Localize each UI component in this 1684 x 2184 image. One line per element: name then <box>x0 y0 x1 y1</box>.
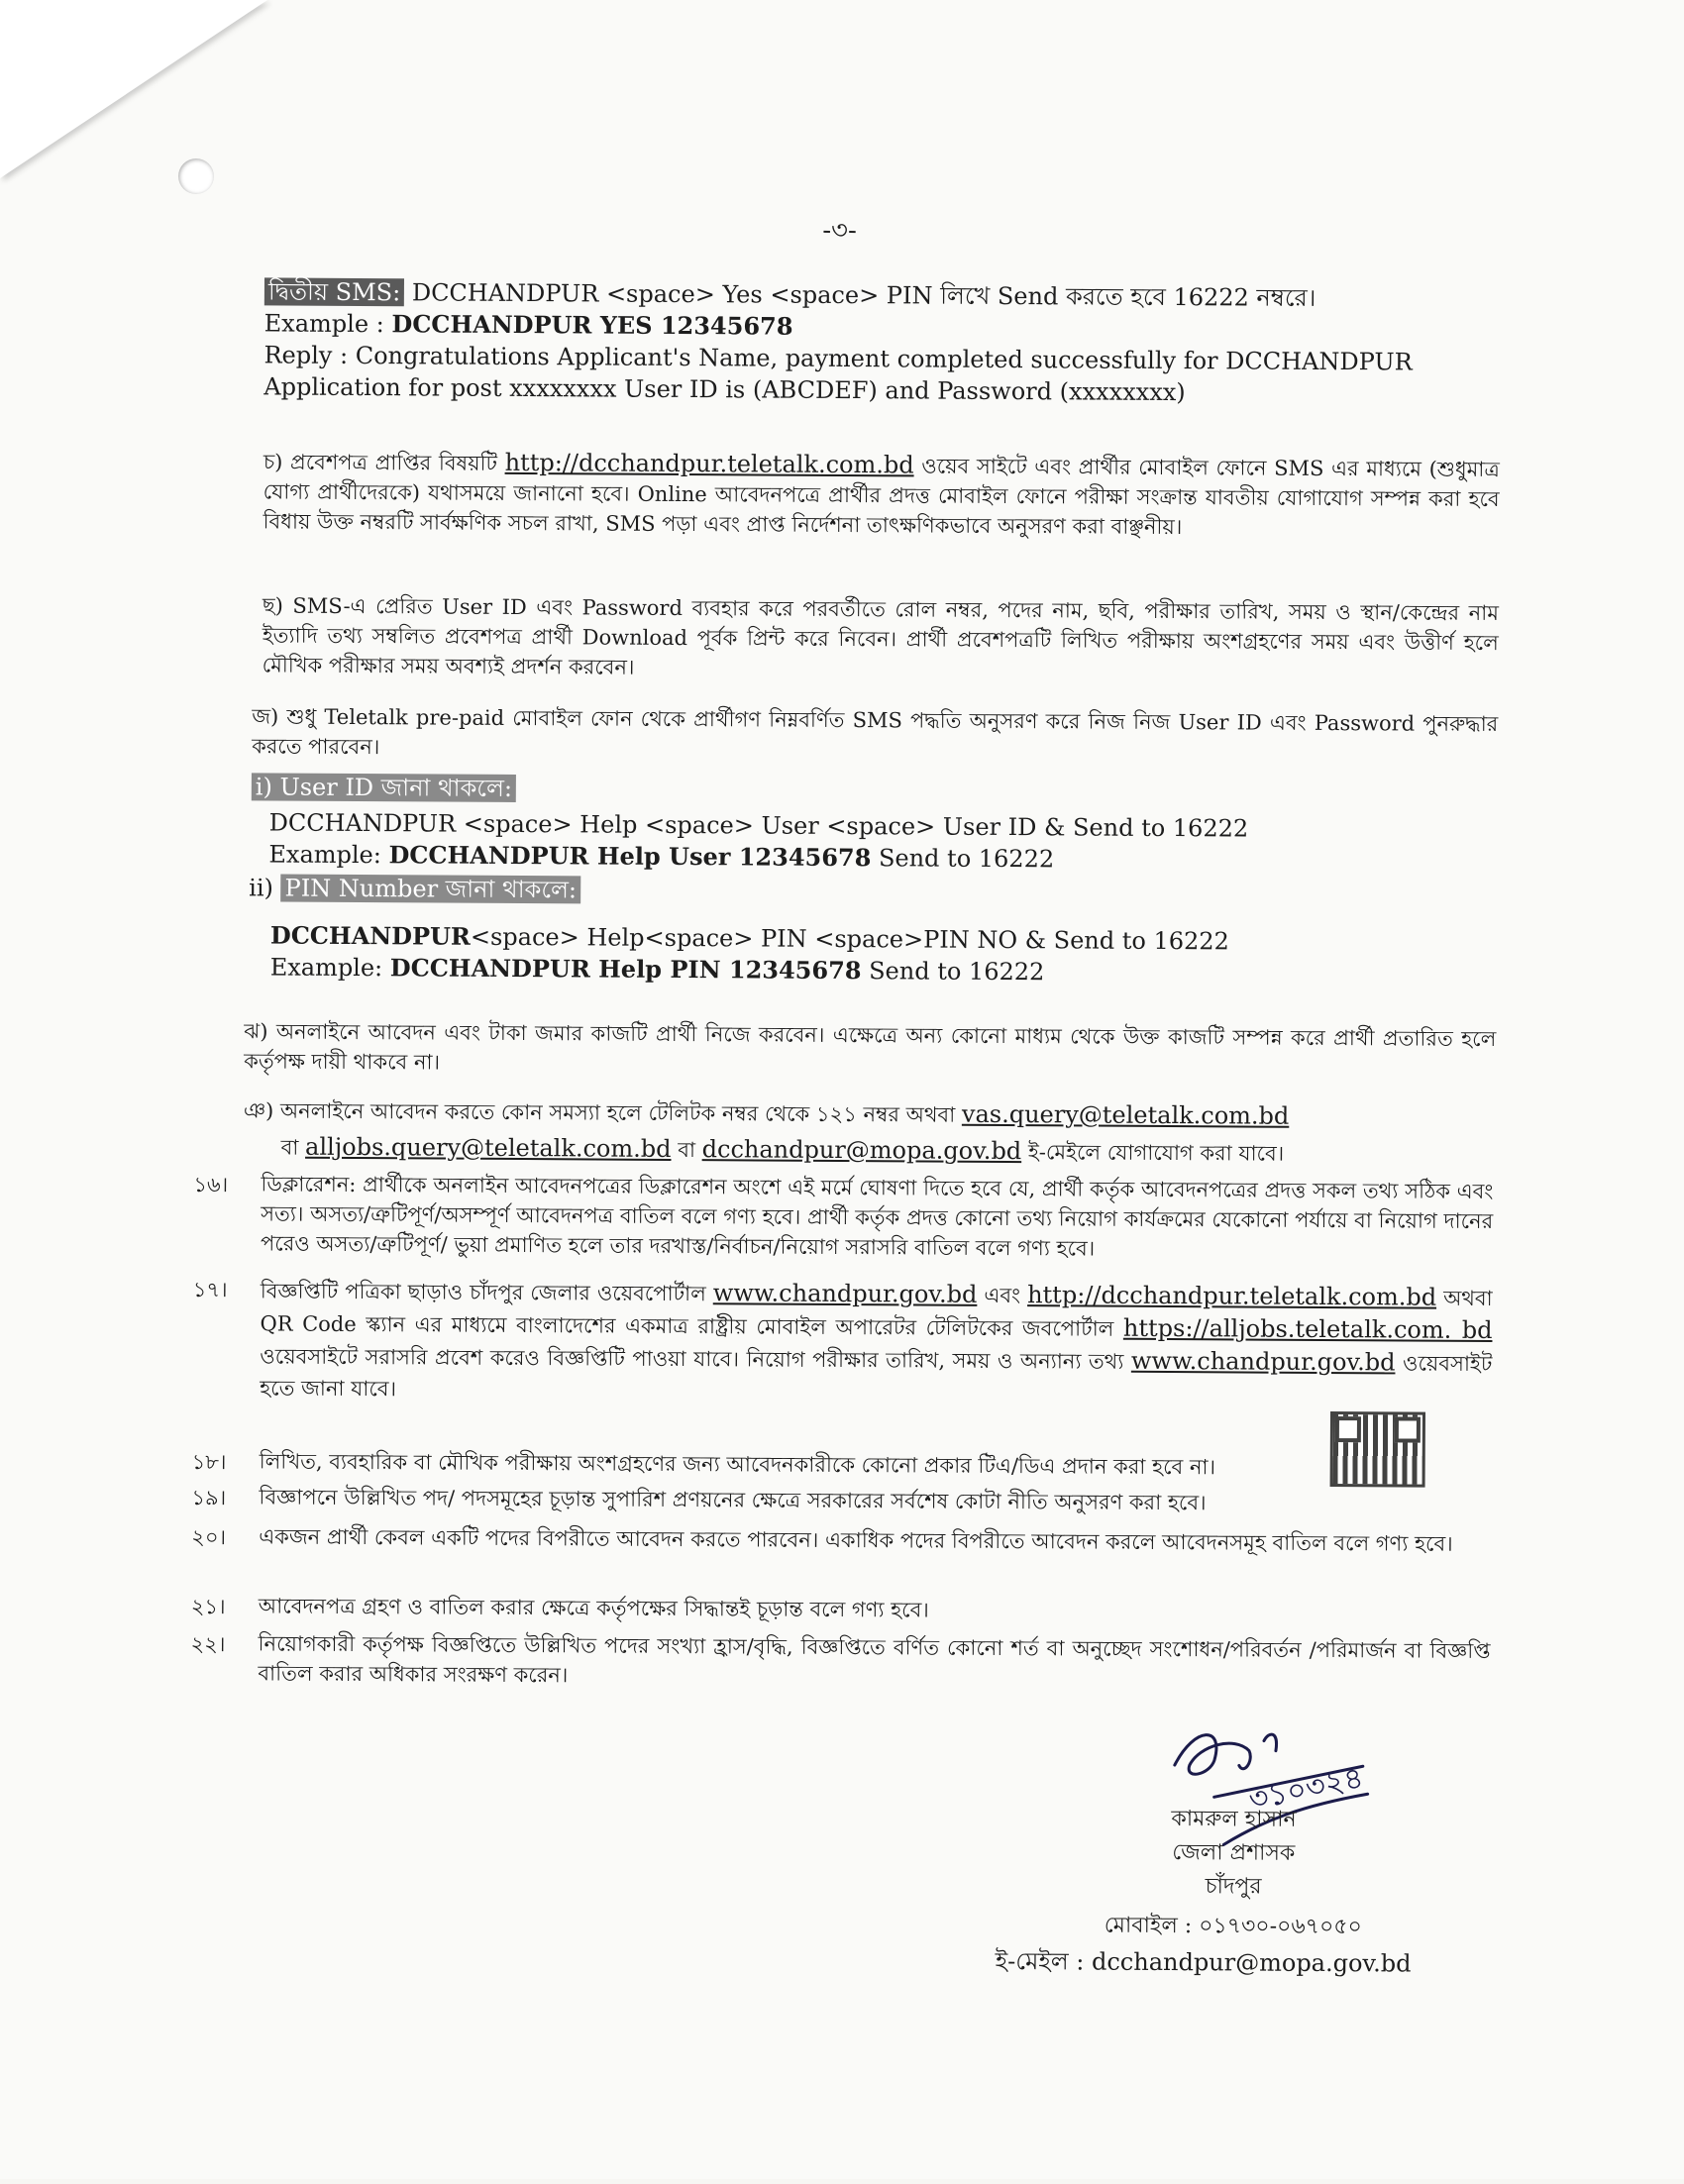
link-alljobs-teletalk[interactable]: https://alljobs.teletalk.com. bd <box>1122 1313 1493 1345</box>
pin-prefix: ii) <box>249 874 274 902</box>
user-id-example <box>268 838 1054 875</box>
user-id-command: DCCHANDPUR <space> Help <space> User <space> User ID & Send to 16222 <box>268 808 1249 843</box>
signatory-block <box>1065 1802 1403 1905</box>
item-19-text: বিজ্ঞাপনে উল্লিখিত পদ/ পদসমূহের চূড়ান্ত সুপারিশ প্রণয়নের ক্ষেত্রে সরকারের সর্বশেষ কোটা নীতি অনুসরণ করা হবে। <box>259 1485 1207 1515</box>
item-jha <box>244 1016 1496 1084</box>
item-17-mid2: ওয়েবসাইটে সরাসরি প্রবেশ করেও বিজ্ঞপ্তিটি পাওয়া যাবে। নিয়োগ পরীক্ষার তারিখ, সময় ও অন্যান্য তথ্য <box>260 1344 1124 1374</box>
second-sms-reply-2: Application for post xxxxxxxx User ID is (ABCDEF) and Password (xxxxxxxx) <box>263 372 1186 407</box>
item-21-number: ২১। <box>190 1594 226 1619</box>
example-label: Example : <box>263 309 384 339</box>
item-21-text: আবেদনপত্র গ্রহণ ও বাতিল করার ক্ষেত্রে কর্তৃপক্ষের সিদ্ধান্তই চূড়ান্ত বলে গণ্য হবে। <box>258 1594 929 1622</box>
item-16-number: ১৬। <box>193 1173 229 1197</box>
item-17-post: ওয়েবসাইট হতে জানা যাবে। <box>260 1351 1493 1402</box>
item-17-mid: অথবা QR Code স্ক্যান এর মাধ্যমে বাংলাদেশের একমাত্র রাষ্ট্রীয় মোবাইল অপারেটর টেলিটকের জবপোর্টাল <box>260 1286 1493 1341</box>
jha-text: অনলাইনে আবেদন এবং টাকা জমার কাজটি প্রার্থী নিজে করবেন। এক্ষেত্রে অন্য কোনো মাধ্যম থেকে উক্ত কাজটি সম্পন্ন করে প্রার্থী প্রতারিত হলে কর্তৃপক্ষ দায়ী থাকবে না। <box>244 1019 1497 1075</box>
pin-example-value: DCCHANDPUR Help PIN 12345678 <box>389 953 862 986</box>
signatory-mobile: মোবাইল : ০১৭৩০-০৬৭০৫০ <box>1104 1913 1362 1940</box>
marker-jha: ঝ) <box>244 1019 268 1044</box>
signatory-title: জেলা প্রশাসক <box>1172 1840 1296 1866</box>
item-16-text: ডিক্লারেশন: প্রার্থীকে অনলাইন আবেদনপত্রের ডিক্লারেশন অংশে এই মর্মে ঘোষণা দিতে হবে যে, প্রার্থী কর্তৃক আবেদনপত্রের প্রদত্ত সকল তথ্য সঠিক এবং সত্য। অসত্য/ত্রুটিপূর্ণ/অসম্পূর্ণ আবেদনপত্র বাতিল বলে গণ্য হবে। প্রার্থী কর্তৃক প্রদত্ত কোনো তথ্য নিয়োগ কার্যক্রমের যেকোনো পর্যায়ে বা নিয়োগ দানের পরেও অসত্য/ত্রুটিপূর্ণ/ ভুয়া প্রমাণিত হলে তার দরখাস্ত/নির্বাচন/নিয়োগ সরাসরি বাতিল বলে গণ্য হবে। <box>260 1172 1494 1261</box>
example-value: DCCHANDPUR YES 12345678 <box>391 309 793 341</box>
user-id-example-tail: Send to 16222 <box>878 844 1055 874</box>
signatory-name: কামরুল হাসান <box>1171 1807 1297 1832</box>
item-ja <box>252 701 1498 769</box>
pin-command-bold: DCCHANDPUR <box>269 920 472 951</box>
cha-pre: প্রবেশপত্র প্রাপ্তির বিষয়টি <box>289 450 498 475</box>
second-sms-example <box>264 307 793 342</box>
pin-example-tail: Send to 16222 <box>869 957 1045 987</box>
item-17-pre: বিজ্ঞপ্তিটি পত্রিকা ছাড়াও চাঁদপুর জেলার ওয়েবপোর্টাল <box>260 1279 706 1306</box>
email-dcchandpur[interactable]: dcchandpur@mopa.gov.bd <box>701 1135 1022 1166</box>
item-18-text: লিখিত, ব্যবহারিক বা মৌখিক পরীক্ষায় অংশগ্রহণের জন্য আবেদনকারীকে কোনো প্রকার টিএ/ডিএ প্রদান করা হবে না। <box>259 1449 1216 1480</box>
reply-line-1: Congratulations Applicant's Name, payment completed successfully for DCCHANDPUR <box>355 341 1413 376</box>
item-20-number: ২০। <box>191 1524 227 1550</box>
marker-ja: জ) <box>252 704 279 729</box>
item-18-number: ১৮। <box>191 1449 227 1475</box>
link-chandpur-gov[interactable]: www.chandpur.gov.bd <box>712 1279 978 1308</box>
marker-chha: ছ) <box>262 593 283 618</box>
link-chandpur-gov-2[interactable]: www.chandpur.gov.bd <box>1130 1346 1396 1377</box>
link-dcchandpur-teletalk[interactable]: http://dcchandpur.teletalk.com.bd <box>1027 1281 1437 1311</box>
item-22-number: ২২। <box>190 1631 226 1657</box>
item-20-text: একজন প্রার্থী কেবল একটি পদের বিপরীতে আবেদন করতে পারবেন। একাধিক পদের বিপরীতে আবেদন করলে আবেদনসমূহ বাতিল বলে গণ্য হবে। <box>259 1524 1453 1556</box>
email-alljobs-query[interactable]: alljobs.query@teletalk.com.bd <box>305 1132 672 1163</box>
nya-or-2: বা <box>678 1137 696 1163</box>
second-sms-label: দ্বিতীয় SMS: <box>264 277 404 306</box>
item-19-number: ১৯। <box>191 1485 227 1510</box>
pin-example-label: Example: <box>269 953 383 983</box>
pin-command-rest: <space> Help<space> PIN <space>PIN NO & Send to 16222 <box>470 922 1229 956</box>
nya-pre: অনলাইনে আবেদন করতে কোন সমস্যা হলে টেলিটক নম্বর থেকে ১২১ নম্বর অথবা <box>279 1098 956 1127</box>
signature-date: ৩১০৩২৪ <box>1245 1760 1367 1819</box>
nya-post: ই-মেইলে যোগাযোগ করা যাবে। <box>1027 1140 1285 1166</box>
cha-post: ওয়েব সাইটে এবং প্রার্থীর মোবাইল ফোনে SMS এর মাধ্যমে (শুধুমাত্র যোগ্য প্রার্থীদেরকে) যথাসময়ে জানানো হবে। Online আবেদনপত্রে প্রার্থীর প্রদত্ত মোবাইল ফোনে পরীক্ষা সংক্রান্ত যাবতীয় যোগাযোগ সম্পন্ন করা হবে বিধায় উক্ত নম্বরটি সার্বক্ষণিক সচল রাখা, SMS পড়া এবং প্রাপ্ত নির্দেশনা তাৎক্ষণিকভাবে অনুসরণ করা বাঞ্ছনীয়। <box>263 454 1500 540</box>
item-22-text: নিয়োগকারী কর্তৃপক্ষ বিজ্ঞপ্তিতে উল্লিখিত পদের সংখ্যা হ্রাস/বৃদ্ধি, বিজ্ঞপ্তিতে বর্ণিত কোনো শর্ত বা অনুচ্ছেদ সংশোধন/পরিবর্তন /পরিমার্জন বা বিজ্ঞপ্তি বাতিল করার অধিকার সংরক্ষণ করেন। <box>258 1631 1491 1688</box>
user-id-example-value: DCCHANDPUR Help User 12345678 <box>388 840 872 873</box>
nya-or-1: বা <box>280 1135 299 1160</box>
signatory-email: ই-মেইল : dcchandpur@mopa.gov.bd <box>995 1946 1412 1978</box>
page-number: -৩- <box>822 215 857 247</box>
pin-example <box>270 951 1045 988</box>
marker-nya: ঞ) <box>243 1098 274 1123</box>
signatory-district: চাঁদপুর <box>1205 1874 1262 1900</box>
item-17-text <box>260 1274 1493 1411</box>
pin-heading <box>249 872 580 905</box>
item-cha <box>263 446 1500 544</box>
link-teletalk[interactable]: http://dcchandpur.teletalk.com.bd <box>504 448 914 479</box>
ja-text: শুধু Teletalk pre-paid মোবাইল ফোন থেকে প্রার্থীগণ নিম্নবর্ণিত SMS পদ্ধতি অনুসরণ করে নিজ নিজ User ID এবং Password পুনরুদ্ধার করতে পারবেন। <box>252 704 1499 760</box>
item-nya <box>244 1092 1373 1172</box>
item-chha <box>263 590 1500 687</box>
user-id-example-label: Example: <box>268 840 381 870</box>
item-17-and: এবং <box>984 1283 1021 1308</box>
chha-text: SMS-এ প্রেরিত User ID এবং Password ব্যবহার করে পরবর্তীতে রোল নম্বর, পদের নাম, ছবি, পরীক্ষার তারিখ, সময় ও স্থান/কেন্দ্রের নাম ইত্যাদি তথ্য সম্বলিত প্রবেশপত্র প্রার্থী Download পূর্বক প্রিন্ট করে নিবেন। প্রার্থী প্রবেশপত্রটি লিখিত পরীক্ষায় অংশগ্রহণের সময় এবং উত্তীর্ণ হলে মৌখিক পরীক্ষার সময় অবশ্যই প্রদর্শন করবেন। <box>262 593 1500 679</box>
user-id-label: i) User ID জানা থাকলে: <box>252 773 516 802</box>
email-vas-query[interactable]: vas.query@teletalk.com.bd <box>961 1099 1290 1130</box>
item-17-number: ১৭। <box>192 1278 228 1302</box>
reply-label: Reply : <box>263 341 349 369</box>
marker-cha: চ) <box>263 450 283 474</box>
qr-code-icon[interactable] <box>1330 1411 1425 1488</box>
second-sms-text: DCCHANDPUR <space> Yes <space> PIN লিখে Send করতে হবে 16222 নম্বরে। <box>411 278 1316 312</box>
user-id-heading <box>252 771 516 804</box>
pin-label: PIN Number জানা থাকলে: <box>281 875 581 904</box>
